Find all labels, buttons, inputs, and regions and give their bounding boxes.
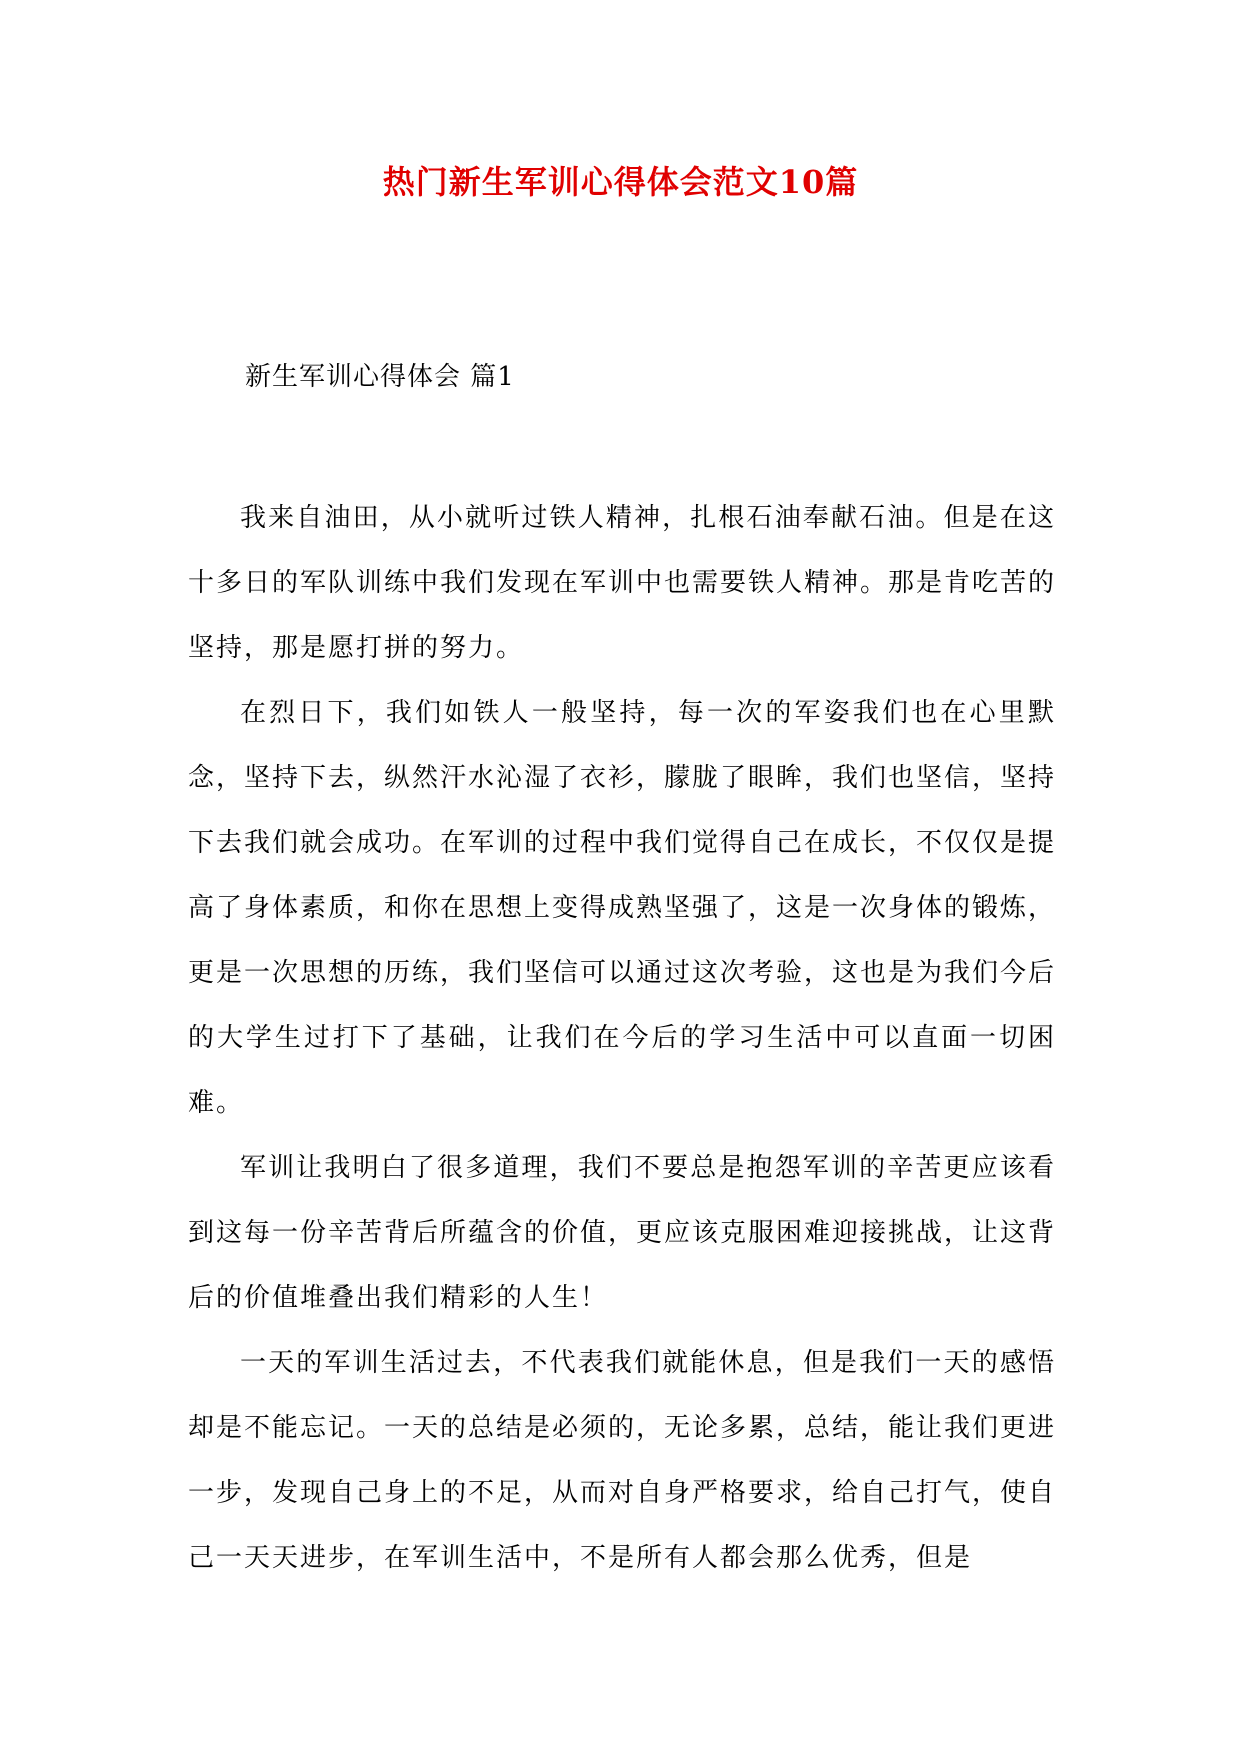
- paragraph-3: 军训让我明白了很多道理，我们不要总是抱怨军训的辛苦更应该看到这每一份辛苦背后所蕴含的价值，更应该克服困难迎接挑战，让这背后的价值堆叠出我们精彩的人生！: [188, 1153, 1057, 1313]
- section-body: [188, 486, 1056, 1591]
- paragraph-4: 一天的军训生活过去，不代表我们就能休息，但是我们一天的感悟却是不能忘记。一天的总结是必须的，无论多累，总结，能让我们更进一步，发现自己身上的不足，从而对自身严格要求，给自己打气，使自己一天天进步，在军训生活中，不是所有人都会那么优秀，但是: [188, 1348, 1057, 1573]
- paragraph-1: 我来自油田，从小就听过铁人精神，扎根石油奉献石油。但是在这十多日的军队训练中我们发现在军训中也需要铁人精神。那是肯吃苦的坚持，那是愿打拼的努力。: [188, 503, 1057, 663]
- section-heading: 新生军训心得体会 篇1: [245, 362, 515, 392]
- document-title: 热门新生军训心得体会范文10篇: [382, 163, 859, 201]
- paragraph-2: 在烈日下，我们如铁人一般坚持，每一次的军姿我们也在心里默念，坚持下去，纵然汗水沁湿了衣衫，朦胧了眼眸，我们也坚信，坚持下去我们就会成功。在军训的过程中我们觉得自己在成长，不仅仅是提高了身体素质，和你在思想上变得成熟坚强了，这是一次身体的锻炼，更是一次思想的历练，我们坚信可以通过这次考验，这也是为我们今后的大学生过打下了基础，让我们在今后的学习生活中可以直面一切困难。: [188, 698, 1057, 1118]
